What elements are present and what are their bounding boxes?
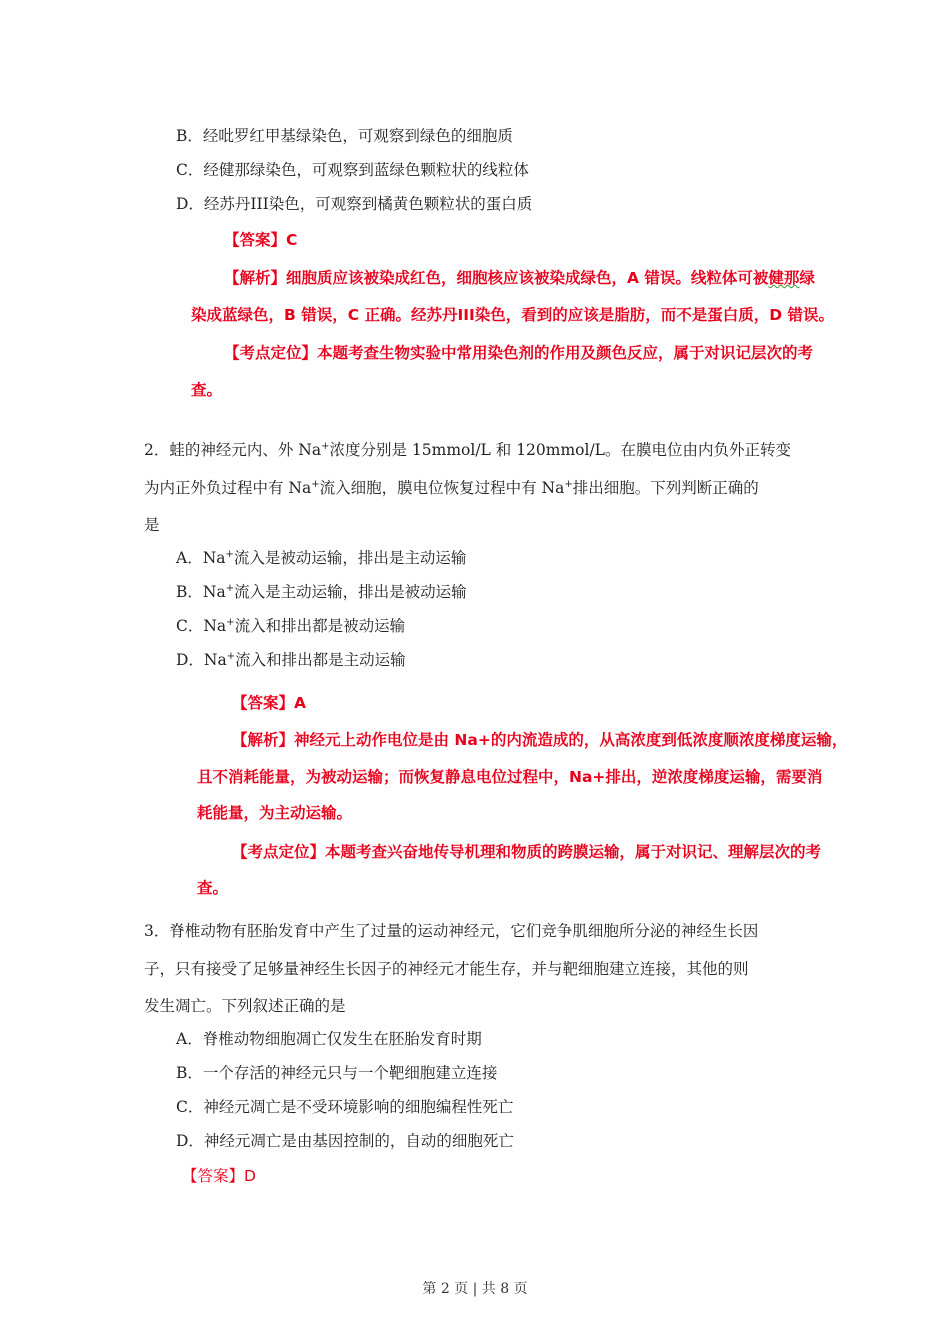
q1-analysis-end: 绿 (799, 269, 815, 287)
q2-analysis-line-1: 【解析】神经元上动作电位是由 Na+的内流造成的，从高浓度到低浓度顺浓度梯度运输， (232, 731, 848, 749)
q2-stem-text: 流入细胞，膜电位恢复过程中有 Na (319, 479, 565, 497)
q3-option-c: C．神经元凋亡是不受环境影响的细胞编程性死亡 (176, 1098, 514, 1116)
q3-stem-line-3: 发生凋亡。下列叙述正确的是 (144, 997, 346, 1015)
q2-point-line-2: 查。 (197, 879, 229, 897)
q1-point-line-1: 【考点定位】本题考查生物实验中常用染色剂的作用及颜色反应，属于对识记层次的考 (224, 344, 814, 362)
q2-stem-line-1 (144, 440, 791, 460)
q3-stem-line-2: 子，只有接受了足够量神经生长因子的神经元才能生存，并与靶细胞建立连接，其他的则 (144, 960, 749, 978)
option-text: 流入和排出都是被动运输 (234, 617, 406, 635)
q2-answer: 【答案】A (232, 694, 306, 712)
q1-option-d: D．经苏丹III染色，可观察到橘黄色颗粒状的蛋白质 (176, 195, 533, 213)
q2-option-c (176, 616, 405, 636)
superscript-plus: + (225, 582, 235, 594)
q1-point-line-2: 查。 (191, 381, 223, 399)
superscript-plus: + (564, 478, 573, 490)
superscript-plus: + (226, 616, 235, 628)
q1-analysis-text: 【解析】细胞质应该被染成红色，细胞核应该被染成绿色，A 错误。线粒体可被 (224, 269, 769, 287)
q2-stem-text: 排出细胞。下列判断正确的 (572, 479, 759, 497)
page-footer: 第 2 页 | 共 8 页 (422, 1281, 528, 1297)
q2-stem-line-3: 是 (144, 516, 160, 534)
option-text: 流入是主动运输，排出是被动运输 (234, 583, 467, 601)
option-label: B．Na (176, 583, 226, 601)
q3-stem-line-1: 3．脊椎动物有胚胎发育中产生了过量的运动神经元，它们竞争肌细胞所分泌的神经生长因 (144, 922, 759, 940)
q1-option-b: B．经吡罗红甲基绿染色，可观察到绿色的细胞质 (176, 127, 513, 145)
option-label: C．Na (176, 617, 227, 635)
q2-stem-line-2 (144, 478, 759, 498)
option-text: 流入是被动运输，排出是主动运输 (233, 549, 467, 567)
q3-option-d: D．神经元凋亡是由基因控制的，自动的细胞死亡 (176, 1132, 514, 1150)
superscript-plus: + (311, 478, 320, 490)
superscript-plus: + (225, 548, 234, 560)
q2-analysis-line-3: 耗能量，为主动运输。 (197, 804, 353, 822)
q3-answer: 【答案】D (182, 1167, 256, 1185)
q2-option-d (176, 650, 406, 670)
q1-analysis-line-1 (224, 268, 815, 288)
q1-analysis-line-2: 染成蓝绿色，B 错误，C 正确。经苏丹III染色，看到的应该是脂肪，而不是蛋白质，D 错误。 (191, 306, 835, 324)
q1-option-c: C．经健那绿染色，可观察到蓝绿色颗粒状的线粒体 (176, 161, 529, 179)
q3-option-b: B．一个存活的神经元只与一个靶细胞建立连接 (176, 1064, 498, 1082)
superscript-plus: + (226, 650, 236, 662)
option-label: D．Na (176, 651, 227, 669)
option-text: 流入和排出都是主动运输 (235, 651, 406, 669)
q2-analysis-line-2: 且不消耗能量，为被动运输；而恢复静息电位过程中，Na+排出，逆浓度梯度运输，需要消 (197, 768, 823, 786)
q2-stem-text: 2．蛙的神经元内、外 Na (144, 441, 322, 459)
q2-stem-text: 为内正外负过程中有 Na (144, 479, 312, 497)
q2-stem-text: 浓度分别是 15mmol/L 和 120mmol/L。在膜电位由内负外正转变 (329, 441, 791, 459)
superscript-plus: + (321, 440, 330, 452)
q2-option-b (176, 582, 467, 602)
q3-option-a: A．脊椎动物细胞凋亡仅发生在胚胎发育时期 (176, 1030, 482, 1048)
q2-point-line-1: 【考点定位】本题考查兴奋地传导机理和物质的跨膜运输，属于对识记、理解层次的考 (232, 843, 822, 861)
q2-option-a (176, 548, 466, 568)
q1-analysis-underlined: 健那 (768, 269, 800, 287)
q1-answer: 【答案】C (224, 231, 298, 249)
option-label: A．Na (176, 549, 226, 567)
